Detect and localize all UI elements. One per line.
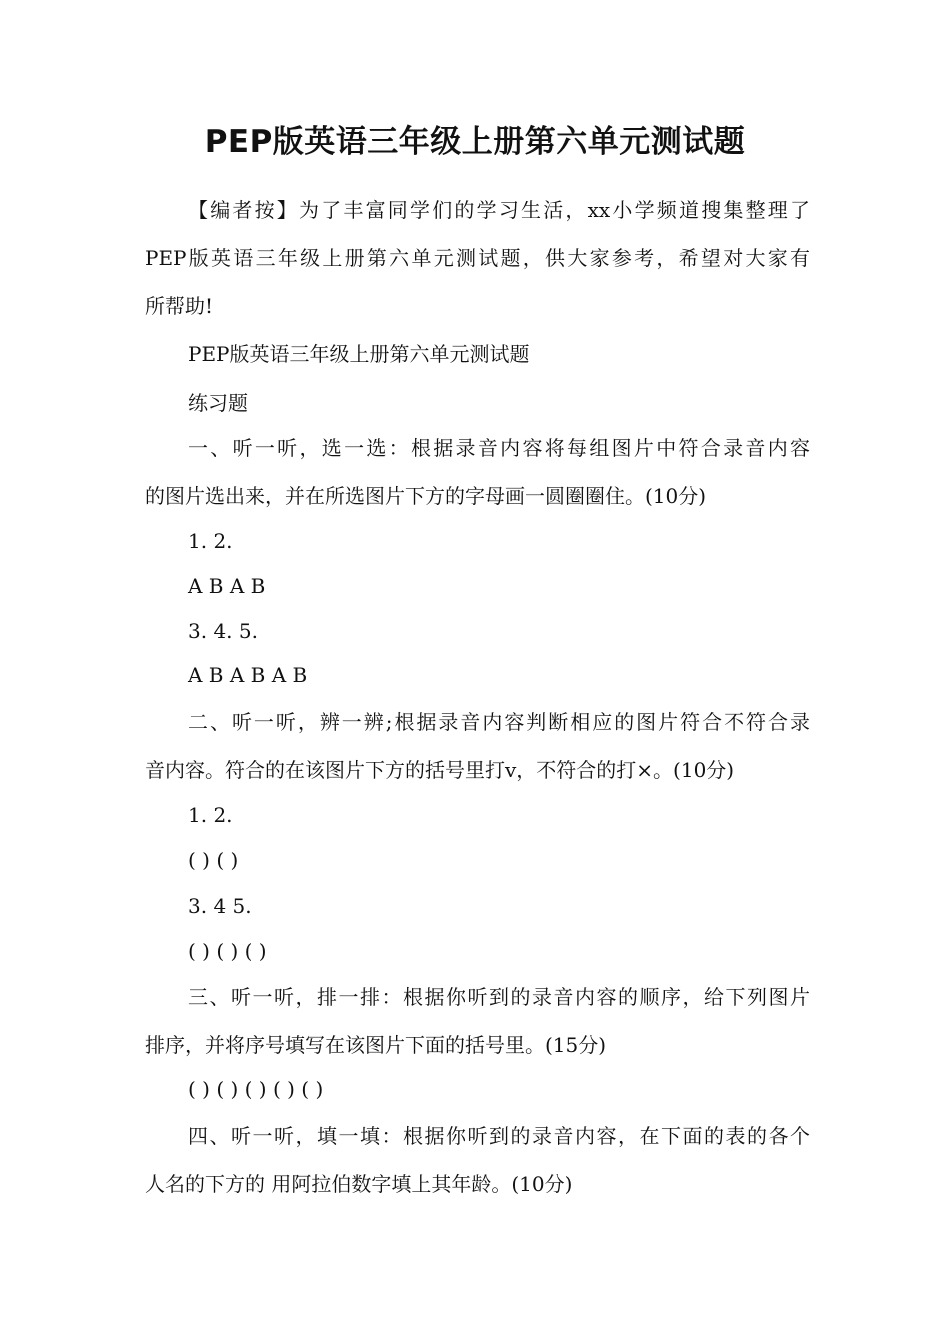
section-2-instructions [145, 698, 810, 794]
section-3-brackets [145, 1065, 810, 1113]
numbers-text: 1. 2. [188, 803, 233, 827]
section-2-line-1: 二、听一听，辨一辨;根据录音内容判断相应的图片符合不符合录 [188, 710, 810, 734]
section-1-row-1-numbers [145, 517, 810, 565]
options-text: A B A B A B [188, 663, 308, 687]
intro-line-1: 【编者按】为了丰富同学们的学习生活，xx小学频道搜集整理了 [188, 198, 810, 222]
numbers-text: 3. 4 5. [188, 894, 252, 918]
section-2-row-2-numbers [145, 882, 810, 930]
intro-line-2: PEP版英语三年级上册第六单元测试题，供大家参考，希望对大家有 [145, 246, 810, 270]
section-2-line-2: 音内容。符合的在该图片下方的括号里打ⅴ，不符合的打×。(10分) [145, 758, 735, 782]
practice-heading: 练习题 [188, 391, 248, 415]
options-text: A B A B [188, 574, 266, 598]
section-2-row-1-brackets [145, 836, 810, 884]
brackets-text: ( ) ( ) ( ) [188, 939, 267, 963]
document-title: PEP版英语三年级上册第六单元测试题 [204, 124, 746, 160]
section-4-line-2: 人名的下方的 用阿拉伯数字填上其年龄。(10分) [145, 1172, 573, 1196]
section-1-row-2-numbers [145, 607, 810, 655]
section-3-line-2: 排序，并将序号填写在该图片下面的括号里。(15分) [145, 1033, 607, 1057]
practice-heading-paragraph [145, 379, 810, 427]
brackets-text: ( ) ( ) [188, 848, 239, 872]
section-2-row-2-brackets [145, 927, 810, 975]
section-2-row-1-numbers [145, 791, 810, 839]
numbers-text: 1. 2. [188, 529, 233, 553]
subtitle-paragraph [145, 330, 810, 378]
subtitle: PEP版英语三年级上册第六单元测试题 [188, 342, 530, 366]
intro-paragraph [145, 186, 810, 330]
section-1-row-1-options [145, 562, 810, 610]
section-1-line-1: 一、听一听，选一选：根据录音内容将每组图片中符合录音内容 [188, 436, 810, 460]
section-3-line-1: 三、听一听，排一排：根据你听到的录音内容的顺序，给下列图片 [188, 985, 810, 1009]
intro-line-3: 所帮助! [145, 294, 214, 318]
brackets-text: ( ) ( ) ( ) ( ) ( ) [188, 1077, 324, 1101]
section-4-line-1: 四、听一听，填一填：根据你听到的录音内容，在下面的表的各个 [188, 1124, 810, 1148]
section-3-instructions [145, 973, 810, 1069]
section-4-instructions [145, 1112, 810, 1208]
section-1-line-2: 的图片选出来，并在所选图片下方的字母画一圆圈圈住。(10分) [145, 484, 707, 508]
section-1-row-2-options [145, 651, 810, 699]
section-1-instructions [145, 424, 810, 520]
numbers-text: 3. 4. 5. [188, 619, 258, 643]
